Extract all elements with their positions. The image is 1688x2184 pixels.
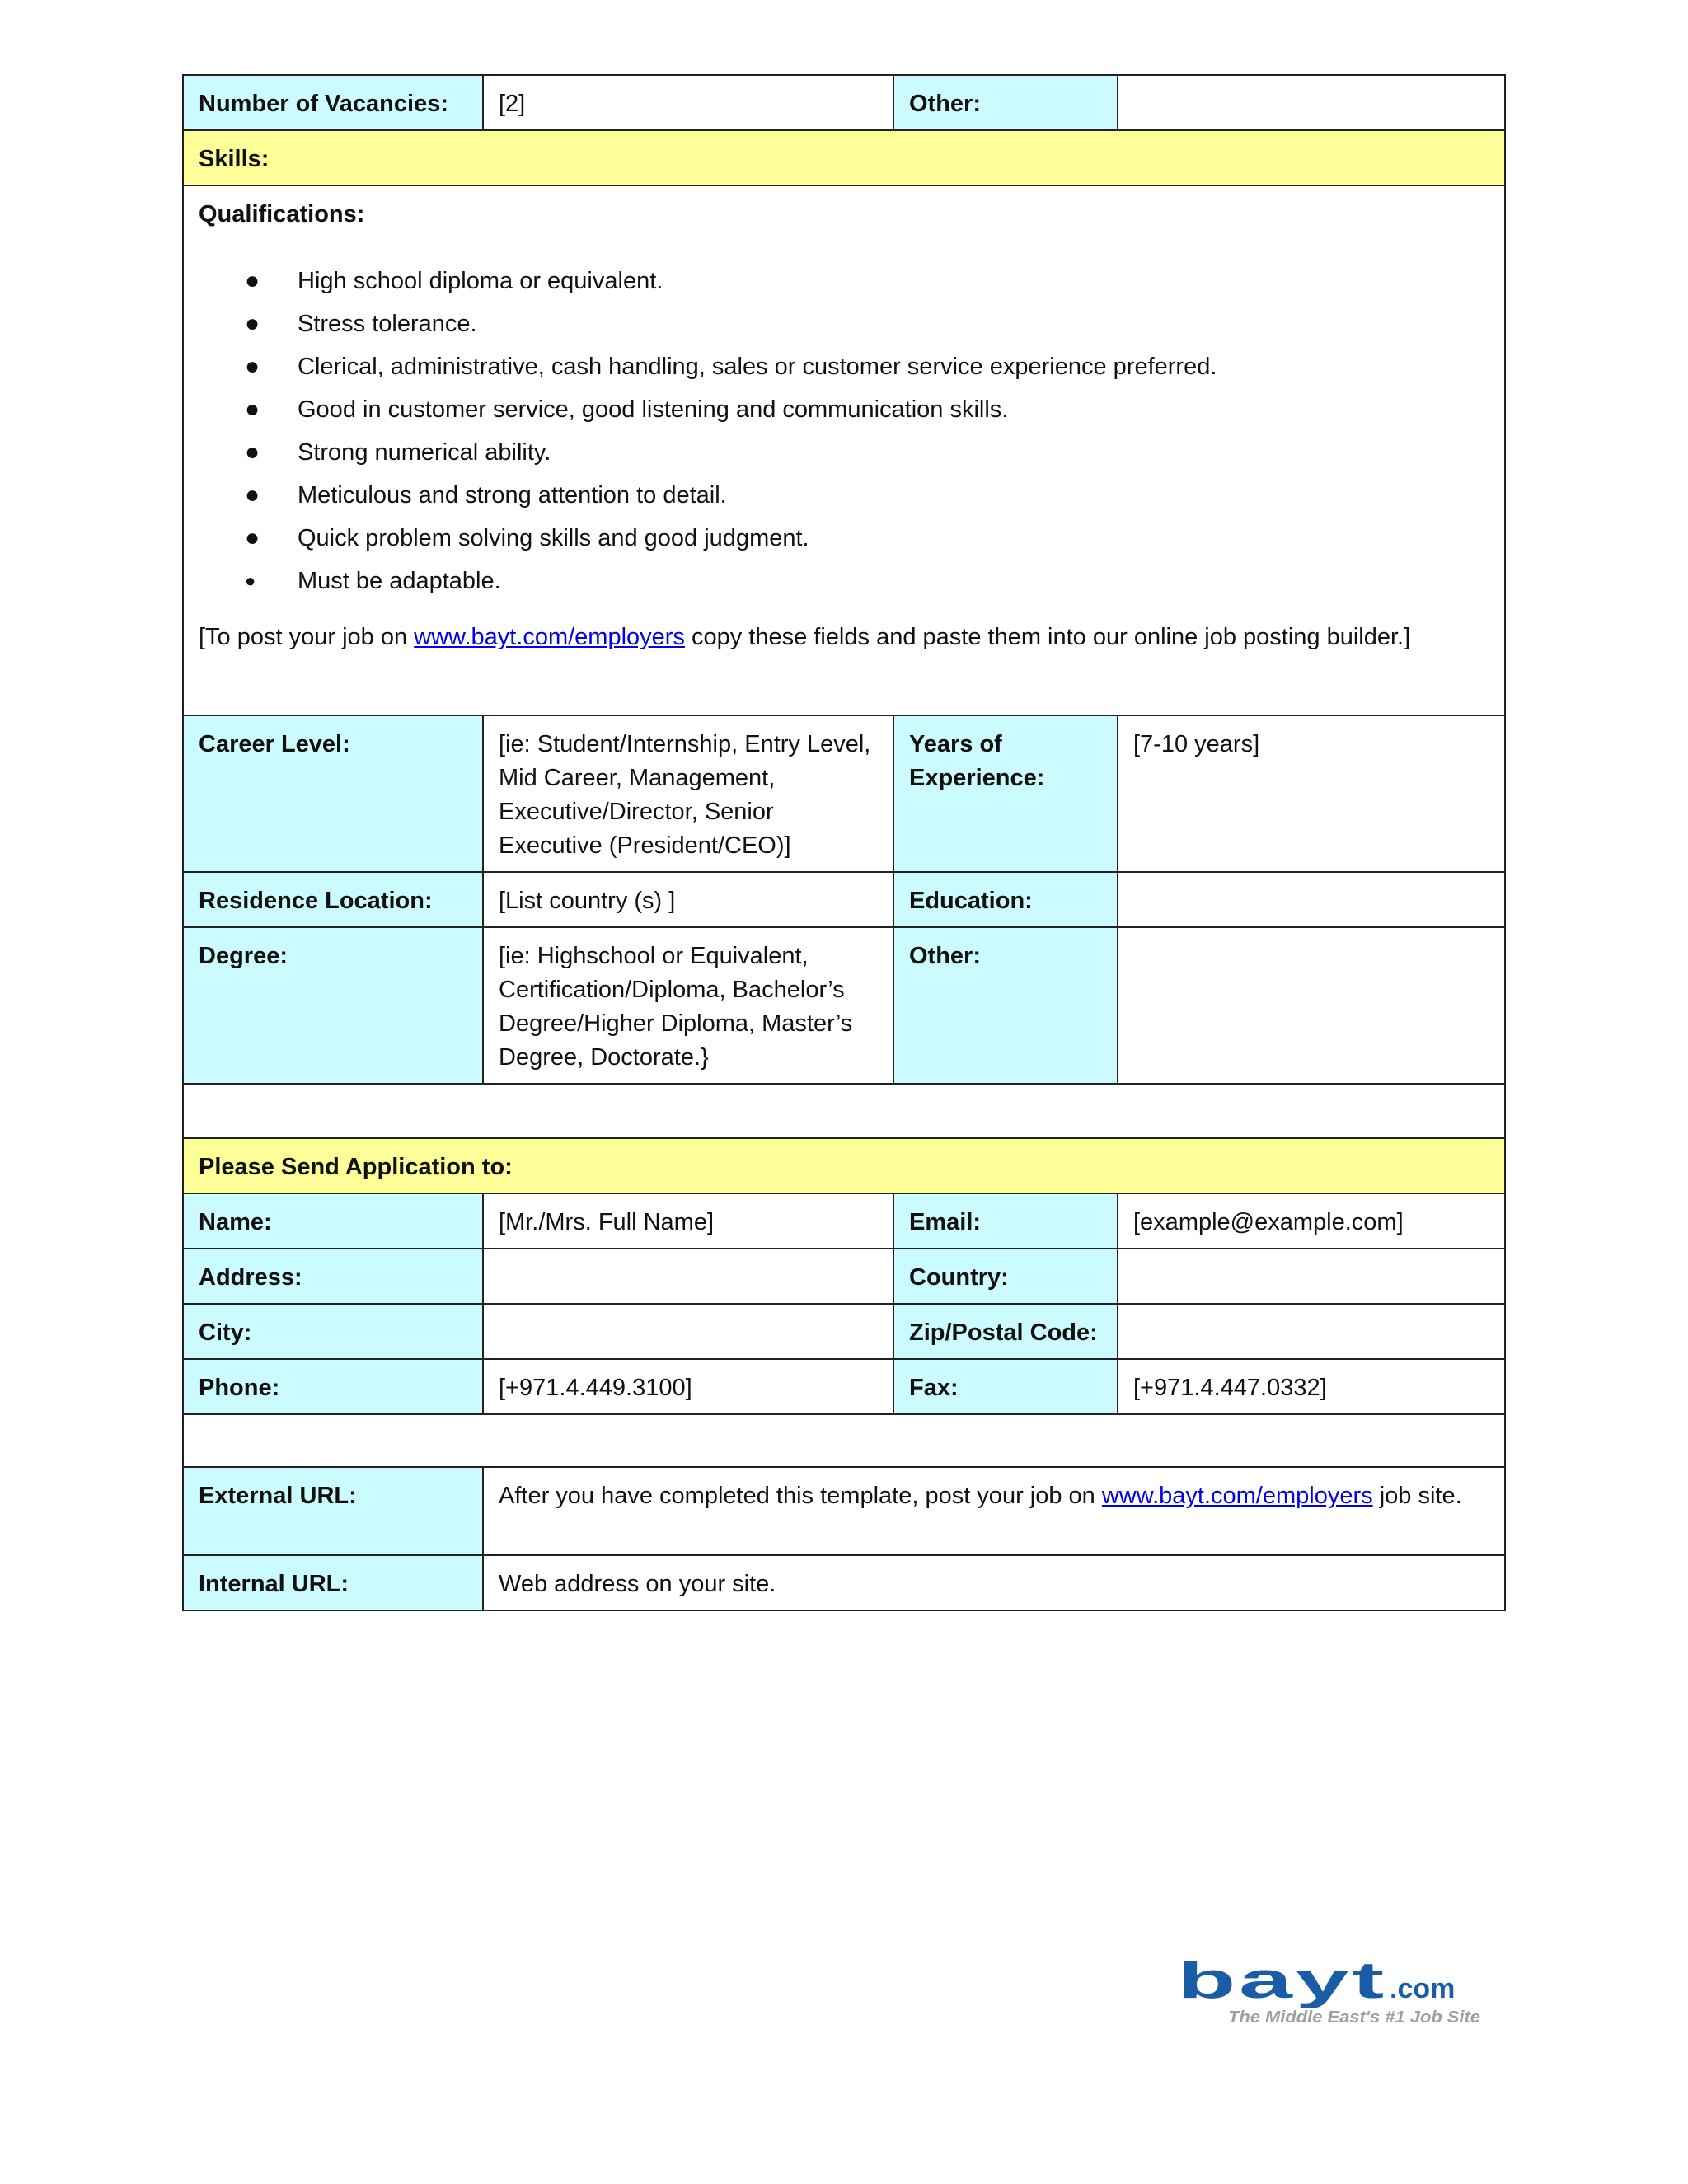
- email-value: [example@example.com]: [1118, 1193, 1505, 1249]
- internal-url-label: Internal URL:: [183, 1555, 483, 1610]
- degree-label: Degree:: [183, 927, 483, 1084]
- years-experience-value: [7-10 years]: [1118, 715, 1505, 872]
- skills-label: Skills:: [183, 130, 1505, 185]
- residence-label: Residence Location:: [183, 872, 483, 927]
- residence-value: [List country (s) ]: [483, 872, 893, 927]
- city-label: City:: [183, 1304, 483, 1359]
- career-other-value: [1118, 927, 1505, 1084]
- bullet-icon: ●: [245, 310, 260, 337]
- city-row: [183, 1304, 1505, 1359]
- external-url-row: [183, 1467, 1505, 1555]
- name-label: Name:: [183, 1193, 483, 1249]
- degree-value: [ie: Highschool or Equivalent, Certification/Diploma, Bachelor’s Degree/Higher Diploma, Master’s Degree, Doctorate.}: [483, 927, 893, 1084]
- list-item: ● Strong numerical ability.: [298, 431, 1489, 474]
- list-item: ● Stress tolerance.: [298, 302, 1489, 345]
- qualifications-cell: [183, 185, 1505, 715]
- qualifications-label: Qualifications:: [199, 201, 365, 227]
- address-row: [183, 1249, 1505, 1304]
- list-item: ● Quick problem solving skills and good judgment.: [298, 517, 1489, 560]
- qualifications-row: [183, 185, 1505, 715]
- internal-url-value: Web address on your site.: [483, 1555, 1505, 1610]
- vacancies-value: [2]: [483, 75, 893, 130]
- bullet-icon: ●: [245, 524, 260, 551]
- address-value: [483, 1249, 893, 1304]
- name-value: [Mr./Mrs. Full Name]: [483, 1193, 893, 1249]
- phone-value: [+971.4.449.3100]: [483, 1359, 893, 1414]
- list-item: ● Clerical, administrative, cash handling, sales or customer service experience preferred.: [298, 345, 1489, 388]
- bullet-icon: ●: [245, 570, 256, 591]
- list-item: ● Meticulous and strong attention to detail.: [298, 474, 1489, 517]
- bayt-logo: [1177, 1955, 1484, 2027]
- posting-note: [To post your job on www.bayt.com/employers copy these fields and paste them into our online job posting builder.]: [199, 624, 1411, 650]
- years-experience-label: Years of Experience:: [893, 715, 1118, 872]
- bullet-icon: ●: [245, 481, 260, 509]
- qualifications-list: [199, 260, 1489, 602]
- address-label: Address:: [183, 1249, 483, 1304]
- bullet-icon: ●: [245, 353, 260, 380]
- job-form-table: [182, 74, 1506, 1611]
- residence-row: [183, 872, 1505, 927]
- country-label: Country:: [893, 1249, 1118, 1304]
- bayt-employers-link[interactable]: www.bayt.com/employers: [414, 624, 685, 650]
- bayt-employers-link[interactable]: www.bayt.com/employers: [1101, 1483, 1373, 1509]
- spacer-cell: [183, 1414, 1505, 1467]
- vacancies-label: Number of Vacancies:: [183, 75, 483, 130]
- logo-brand-text: bayt: [1177, 1955, 1387, 2009]
- career-level-row: [183, 715, 1505, 872]
- fax-value: [+971.4.447.0332]: [1118, 1359, 1505, 1414]
- external-url-value: After you have completed this template, post your job on www.bayt.com/employers job site.: [483, 1467, 1505, 1555]
- bullet-icon: ●: [245, 438, 260, 466]
- logo-tld-text: .com: [1390, 1973, 1456, 2004]
- bullet-icon: ●: [245, 396, 260, 423]
- education-label: Education:: [893, 872, 1118, 927]
- list-item: ● High school diploma or equivalent.: [298, 260, 1489, 302]
- skills-row: [183, 130, 1505, 185]
- career-level-value: [ie: Student/Internship, Entry Level, Mid Career, Management, Executive/Director, Senior Executive (President/CEO)]: [483, 715, 893, 872]
- city-value: [483, 1304, 893, 1359]
- logo-tagline: The Middle East's #1 Job Site: [1228, 2008, 1480, 2027]
- email-label: Email:: [893, 1193, 1118, 1249]
- career-level-label: Career Level:: [183, 715, 483, 872]
- country-value: [1118, 1249, 1505, 1304]
- name-row: [183, 1193, 1505, 1249]
- career-other-label: Other:: [893, 927, 1118, 1084]
- spacer-cell: [183, 1084, 1505, 1138]
- vacancies-other-label: Other:: [893, 75, 1118, 130]
- zip-value: [1118, 1304, 1505, 1359]
- degree-row: [183, 927, 1505, 1084]
- fax-label: Fax:: [893, 1359, 1118, 1414]
- vacancies-other-value: [1118, 75, 1505, 130]
- list-item: ● Must be adaptable.: [298, 560, 1489, 602]
- education-value: [1118, 872, 1505, 927]
- internal-url-row: [183, 1555, 1505, 1610]
- vacancies-row: [183, 75, 1505, 130]
- spacer-row: [183, 1414, 1505, 1467]
- list-item: ● Good in customer service, good listening and communication skills.: [298, 388, 1489, 431]
- zip-label: Zip/Postal Code:: [893, 1304, 1118, 1359]
- external-url-label: External URL:: [183, 1467, 483, 1555]
- application-header: Please Send Application to:: [183, 1138, 1505, 1193]
- phone-label: Phone:: [183, 1359, 483, 1414]
- spacer-row: [183, 1084, 1505, 1138]
- bullet-icon: ●: [245, 267, 260, 294]
- phone-row: [183, 1359, 1505, 1414]
- application-header-row: [183, 1138, 1505, 1193]
